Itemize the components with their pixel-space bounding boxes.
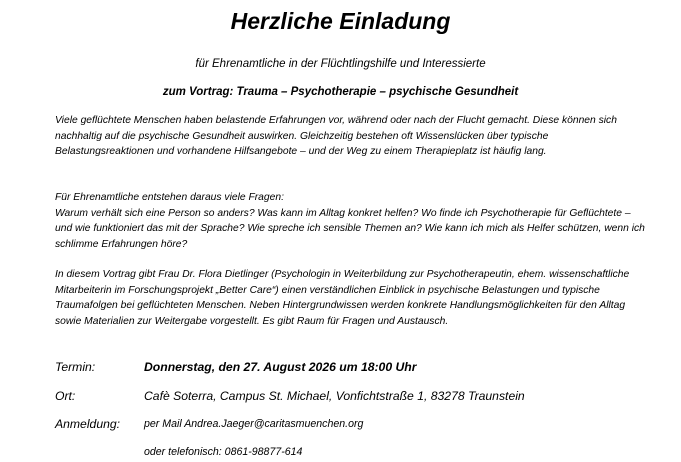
questions-list: Warum verhält sich eine Person so anders? Was kann im Alltag konkret helfen? Wo finde ich Psychotherapie für Geflüchtete – und wie funktioniert das mit der Sprache? Wie spreche ich sensible Themen an? Wie kann ich mich als Helfer schützen, wenn ich schlimme Erfahrungen höre?: [55, 207, 645, 250]
termin-value: Donnerstag, den 27. August 2026 um 18:00 Uhr: [144, 360, 417, 374]
talk-topic: zum Vortrag: Trauma – Psychotherapie – psychische Gesundheit: [162, 86, 519, 98]
questions-intro: Für Ehrenamtliche entstehen daraus viele Fragen:: [55, 192, 284, 203]
termin-label: Termin:: [55, 360, 96, 374]
intro-paragraph: Viele geflüchtete Menschen haben belastende Erfahrungen vor, während oder nach der Flucht gemacht. Diese können sich nachhaltig auf die psychische Gesundheit auswirken. Gleichzeitig bestehen oft Wissenslücken über typische Belastungsreaktionen und vorhandene Hilfsangebote – und der Weg zu einem Therapieplatz ist häufig lang.: [55, 115, 617, 158]
page-title: Herzliche Einladung: [230, 8, 451, 34]
anmeldung-label: Anmeldung:: [55, 417, 121, 431]
anmeldung-mail: per Mail Andrea.Jaeger@caritasmuenchen.org: [144, 418, 364, 430]
speaker-paragraph: In diesem Vortrag gibt Frau Dr. Flora Dietlinger (Psychologin in Weiterbildung zur Psychotherapeutin, ehem. wissenschaftliche Mitarbeiterin im Forschungsprojekt „Better Care“) einen verständlichen Einblick in psychische Belastungen und typische Traumafolgen bei geflüchteten Menschen. Neben Hintergrundwissen werden konkrete Handlungsmöglichkeiten für den Alltag sowie Materialien zur Weitergabe vorgestellt. Es gibt Raum für Fragen und Austausch.: [55, 269, 630, 327]
ort-value: Cafè Soterra, Campus St. Michael, Vonfichtstraße 1, 83278 Traunstein: [144, 389, 525, 403]
questions-paragraph: [55, 190, 645, 252]
ort-label: Ort:: [55, 389, 76, 403]
subtitle: für Ehrenamtliche in der Flüchtlingshilfe und Interessierte: [195, 58, 486, 70]
anmeldung-tel: oder telefonisch: 0861-98877-614: [144, 446, 303, 458]
